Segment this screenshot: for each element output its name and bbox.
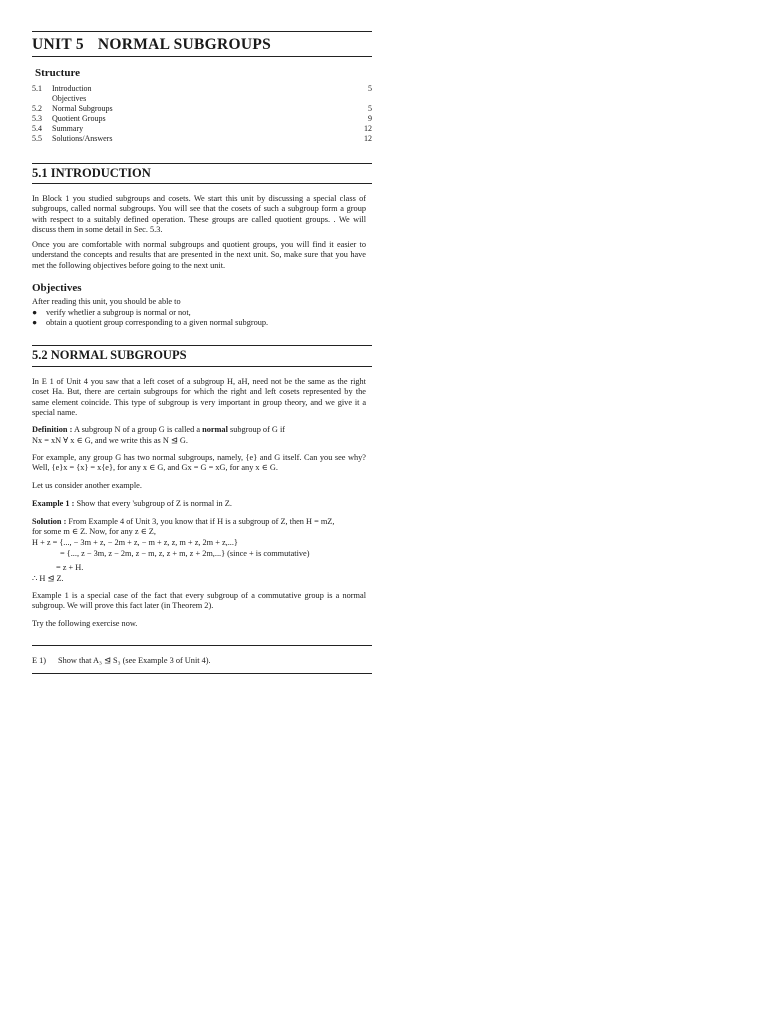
toc-page: 12: [364, 124, 372, 133]
objective-text: verify whetlier a subgroup is normal or not,: [46, 308, 191, 317]
solution: [32, 517, 334, 527]
solution-label: Solution :: [32, 517, 67, 526]
toc-page: [352, 94, 372, 104]
unit-name: NORMAL SUBGROUPS: [97, 36, 272, 53]
exercise-label: E 1): [32, 656, 47, 665]
toc-page: 5: [368, 104, 372, 113]
toc-title: Introduction: [52, 84, 92, 93]
normal-paragraph-5: Try the following exercise now.: [32, 619, 138, 628]
exercise-top-rule: [32, 645, 372, 646]
normal-heading: 5.2 NORMAL SUBGROUPS: [32, 348, 187, 362]
toc-number: 5.4: [32, 124, 42, 133]
list-item: [32, 308, 268, 318]
objectives-list: [32, 308, 268, 329]
unit-title: [32, 36, 271, 54]
math-line-3: = z + H.: [56, 563, 84, 572]
toc-page: 12: [364, 134, 372, 143]
toc-number: 5.3: [32, 114, 42, 123]
toc-title: Quotient Groups: [52, 114, 106, 123]
math-line-2: = {..., z − 3m, z − 2m, z − m, z, z + m, z + 2m,...} (since + is commutative): [60, 549, 310, 558]
example-1: [32, 499, 232, 509]
exercise-text: Show that A₃ ⊴ S₃ (see Example 3 of Unit 4).: [58, 656, 211, 665]
normal-paragraph-1: In E 1 of Unit 4 you saw that a left coset of a subgroup H, aH, need not be the same as the right coset Ha. But, there are certain subgroups for which the right and left cosets represented by the same element coincide. This type of subgroup is very important in group theory, and we give it a special name.: [32, 377, 366, 418]
normal-paragraph-4: Example 1 is a special case of the fact that every subgroup of a commutative group is a normal subgroup. We will prove this fact later (in Theorem 2).: [32, 591, 366, 611]
toc-row: [32, 134, 372, 144]
solution-line-2: for some m ∈ Z. Now, for any z ∈ Z,: [32, 527, 156, 536]
toc-number: 5.2: [32, 104, 42, 113]
toc-number: [32, 94, 52, 104]
objectives-lead: After reading this unit, you should be able to: [32, 297, 181, 306]
toc-title: Summary: [52, 124, 84, 133]
bullet-icon: ●: [32, 308, 38, 317]
toc-number: 5.1: [32, 84, 42, 93]
unit-label: UNIT 5: [32, 36, 84, 53]
intro-paragraph-2: Once you are comfortable with normal subgroups and quotient groups, you will find it easier to understand the concepts and results that are presented in the next unit. So, make sure that you have met the following objectives before going to the next unit.: [32, 240, 366, 270]
list-item: [32, 318, 268, 328]
math-line-4: ∴ H ⊴ Z.: [32, 574, 64, 583]
definition: [32, 425, 285, 435]
table-of-contents: [32, 84, 372, 144]
definition-keyword: normal: [202, 425, 228, 434]
toc-row: [32, 124, 372, 134]
example-1-text: Show that every 'subgroup of Z is normal in Z.: [74, 499, 232, 508]
top-rule: [32, 31, 372, 32]
toc-row: [32, 84, 372, 94]
structure-heading: Structure: [35, 67, 81, 79]
intro-paragraph-1: In Block 1 you studied subgroups and cosets. We start this unit by discussing a special class of subgroups, called normal subgroups. You will see that the cosets of such a subgroup form a group with respect to a suitably defined operation. These groups are called quotient groups. . We will discuss them in some detail in Sec. 5.3.: [32, 194, 366, 235]
toc-title: Objectives: [52, 94, 87, 103]
normal-top-rule: [32, 345, 372, 346]
math-line-1: H + z = {..., − 3m + z, − 2m + z, − m + z, z, m + z, 2m + z,...}: [32, 538, 238, 547]
bullet-icon: ●: [32, 318, 38, 328]
toc-title: Solutions/Answers: [52, 134, 113, 143]
definition-text-a: A subgroup N of a group G is called a: [72, 425, 203, 434]
objective-text: obtain a quotient group corresponding to a given normal subgroup.: [46, 318, 269, 328]
toc-row: [32, 104, 372, 114]
toc-row: [32, 94, 372, 104]
exercise-e1: [32, 655, 211, 665]
intro-heading: 5.1 INTRODUCTION: [32, 166, 151, 180]
toc-page: 5: [368, 84, 372, 93]
toc-row: [32, 114, 372, 124]
exercise-bottom-rule: [32, 673, 372, 674]
toc-page: 9: [368, 114, 372, 123]
solution-text: From Example 4 of Unit 3, you know that if H is a subgroup of Z, then H = mZ,: [66, 517, 335, 526]
toc-title: Normal Subgroups: [52, 104, 113, 113]
normal-bottom-rule: [32, 366, 372, 367]
definition-formula: Nx = xN ∀ x ∈ G, and we write this as N ⊴ G.: [32, 436, 188, 445]
definition-text-b: subgroup of G if: [227, 425, 286, 434]
objectives-heading: Objectives: [32, 282, 82, 294]
normal-paragraph-2: For example, any group G has two normal subgroups, namely, {e} and G itself. Can you see why? Well, {e}x = {x} = x{e}, for any x ∈ G, and Gx = G = xG, for any x ∈ G.: [32, 453, 366, 473]
intro-bottom-rule: [32, 183, 372, 184]
intro-top-rule: [32, 163, 372, 164]
definition-label: Definition :: [32, 425, 73, 434]
toc-number: 5.5: [32, 134, 42, 143]
title-rule: [32, 56, 372, 57]
example-1-label: Example 1 :: [32, 499, 75, 508]
normal-paragraph-3: Let us consider another example.: [32, 481, 142, 490]
